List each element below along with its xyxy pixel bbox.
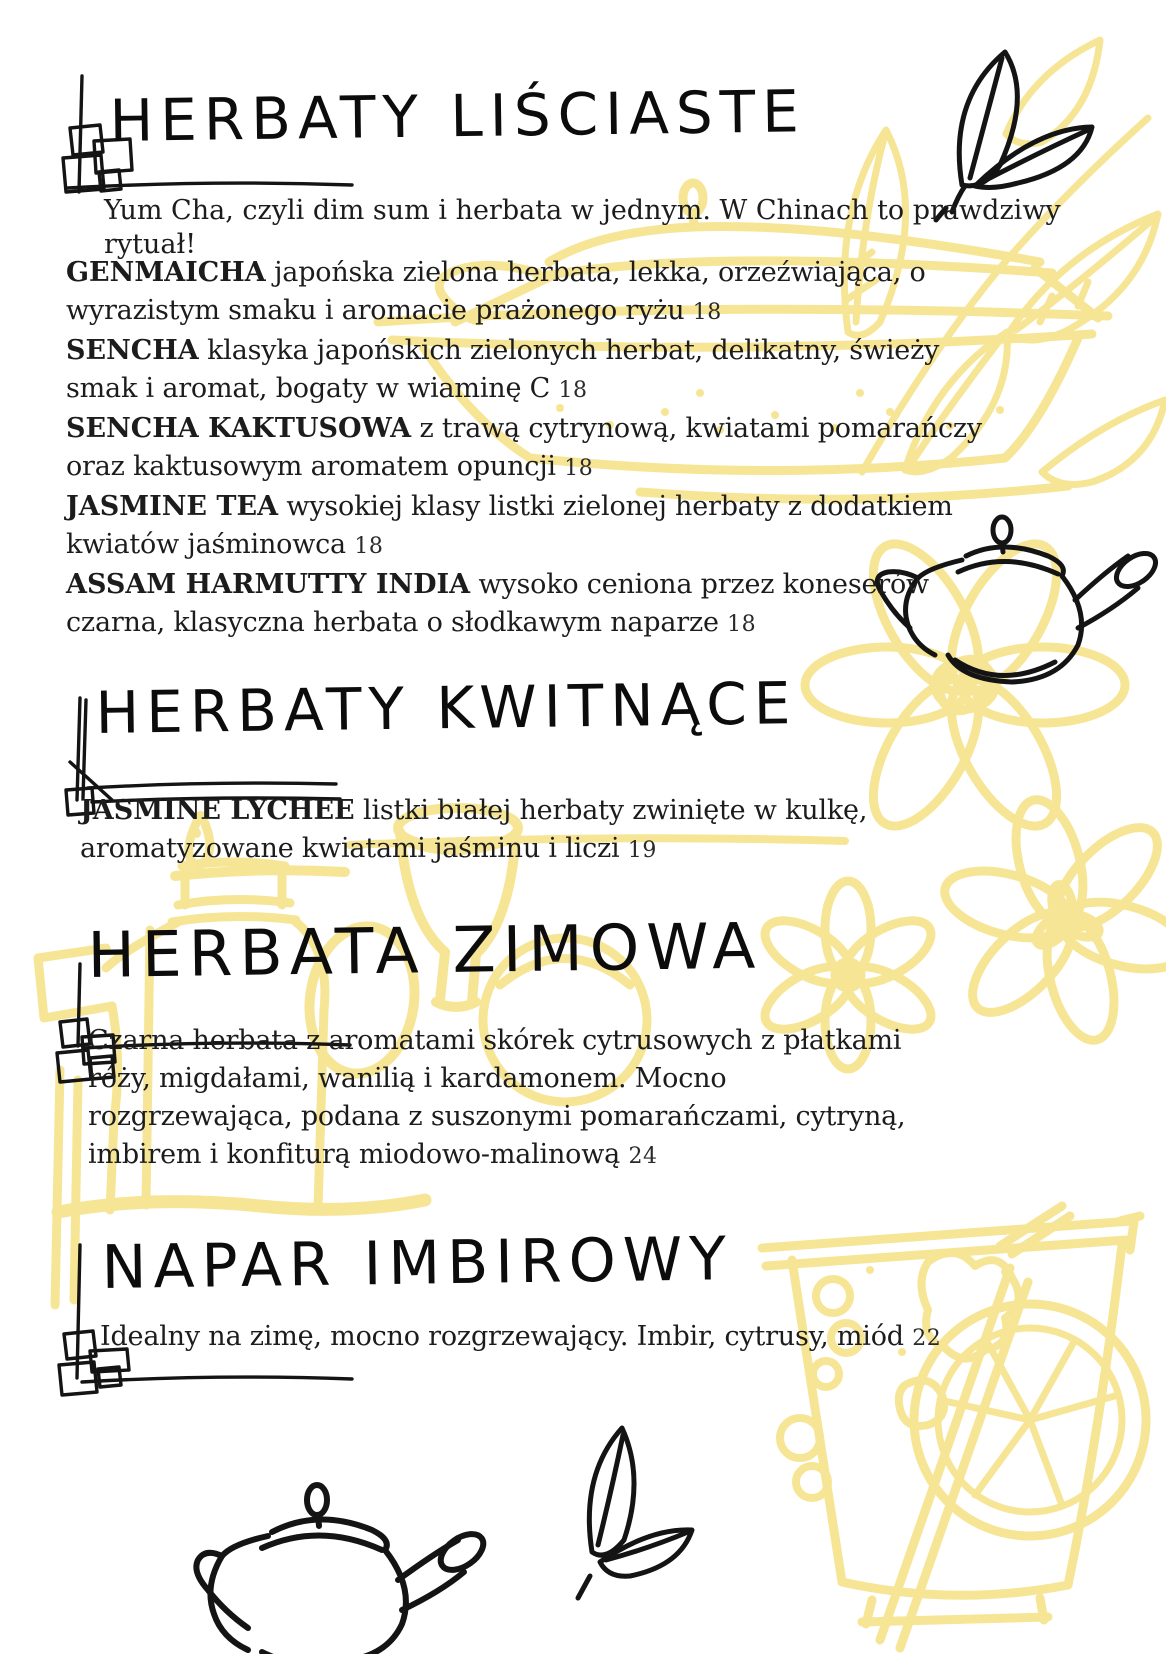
menu-item-sencha-kaktusowa	[66, 410, 1011, 488]
kyusu-teapot-icon-bottom	[196, 1485, 489, 1654]
menu-item-genmaicha	[66, 254, 1011, 332]
menu-item-assam-harmutty	[66, 566, 1011, 644]
tea-list-blooming	[80, 792, 1030, 870]
item-price: 18	[727, 612, 757, 637]
tea-list-leaf	[66, 254, 1011, 644]
item-price: 18	[354, 534, 384, 559]
menu-item-jasmine-tea	[66, 488, 1011, 566]
item-description: wysokiej klasy listki zielonej herbaty z dodatkiem kwiatów jaśminowca	[66, 491, 953, 560]
item-name: SENCHA	[66, 335, 199, 366]
section-heading-herbata-zimowa: HERBATA ZIMOWA	[87, 909, 763, 992]
description-text: Idealny na zimę, mocno rozgrzewający. Imbir, cytrusy, miód	[100, 1321, 904, 1352]
item-description: wysoko ceniona przez koneserów czarna, klasyczna herbata o słodkawym naparze	[66, 569, 929, 638]
item-price: 18	[692, 300, 722, 325]
item-description: listki białej herbaty zwinięte w kulkę, aromatyzowane kwiatami jaśminu i liczi	[80, 795, 868, 864]
item-price: 19	[627, 838, 657, 863]
ginger-infusion-description	[100, 1318, 1020, 1358]
item-description: japońska zielona herbata, lekka, orzeźwiająca, o wyrazistym smaku i aromacie prażonego ryżu	[66, 257, 926, 326]
item-price: 22	[912, 1326, 942, 1351]
section-heading-herbaty-kwitnace: HERBATY KWITNĄCE	[95, 669, 798, 747]
item-name: SENCHA KAKTUSOWA	[66, 413, 412, 444]
section-heading-napar-imbirowy: NAPAR IMBIROWY	[101, 1224, 734, 1303]
item-name: ASSAM HARMUTTY INDIA	[66, 569, 471, 600]
item-description: klasyka japońskich zielonych herbat, delikatny, świeży smak i aromat, bogaty w wiaminę C	[66, 335, 940, 404]
section-intro: Yum Cha, czyli dim sum i herbata w jednym. W Chinach to prawdziwy rytuał!	[104, 195, 1061, 260]
item-name: GENMAICHA	[66, 257, 266, 288]
yellow-tea-glass-lemon-sketch	[762, 1206, 1146, 1648]
item-name: JASMINE LYCHEE	[80, 795, 355, 826]
item-price: 18	[558, 378, 588, 403]
item-price: 24	[628, 1144, 658, 1169]
menu-item-sencha	[66, 332, 1011, 410]
item-name: JASMINE TEA	[66, 491, 279, 522]
tea-leaves-icon-bottom	[578, 1428, 692, 1598]
winter-tea-description	[88, 1022, 938, 1176]
section-heading-herbaty-lisciaste: HERBATY LIŚCIASTE	[109, 77, 807, 155]
item-description: z trawą cytrynową, kwiatami pomarańczy oraz kaktusowym aromatem opuncji	[66, 413, 982, 482]
menu-item-jasmine-lychee	[80, 792, 1030, 870]
item-price: 18	[564, 456, 594, 481]
description-text: Czarna herbata z aromatami skórek cytrusowych z płatkami róży, migdałami, wanilią i kardamonem. Mocno rozgrzewająca, podana z suszonymi pomarańczami, cytryną, imbirem i konfiturą miodowo-malinową	[88, 1025, 906, 1170]
